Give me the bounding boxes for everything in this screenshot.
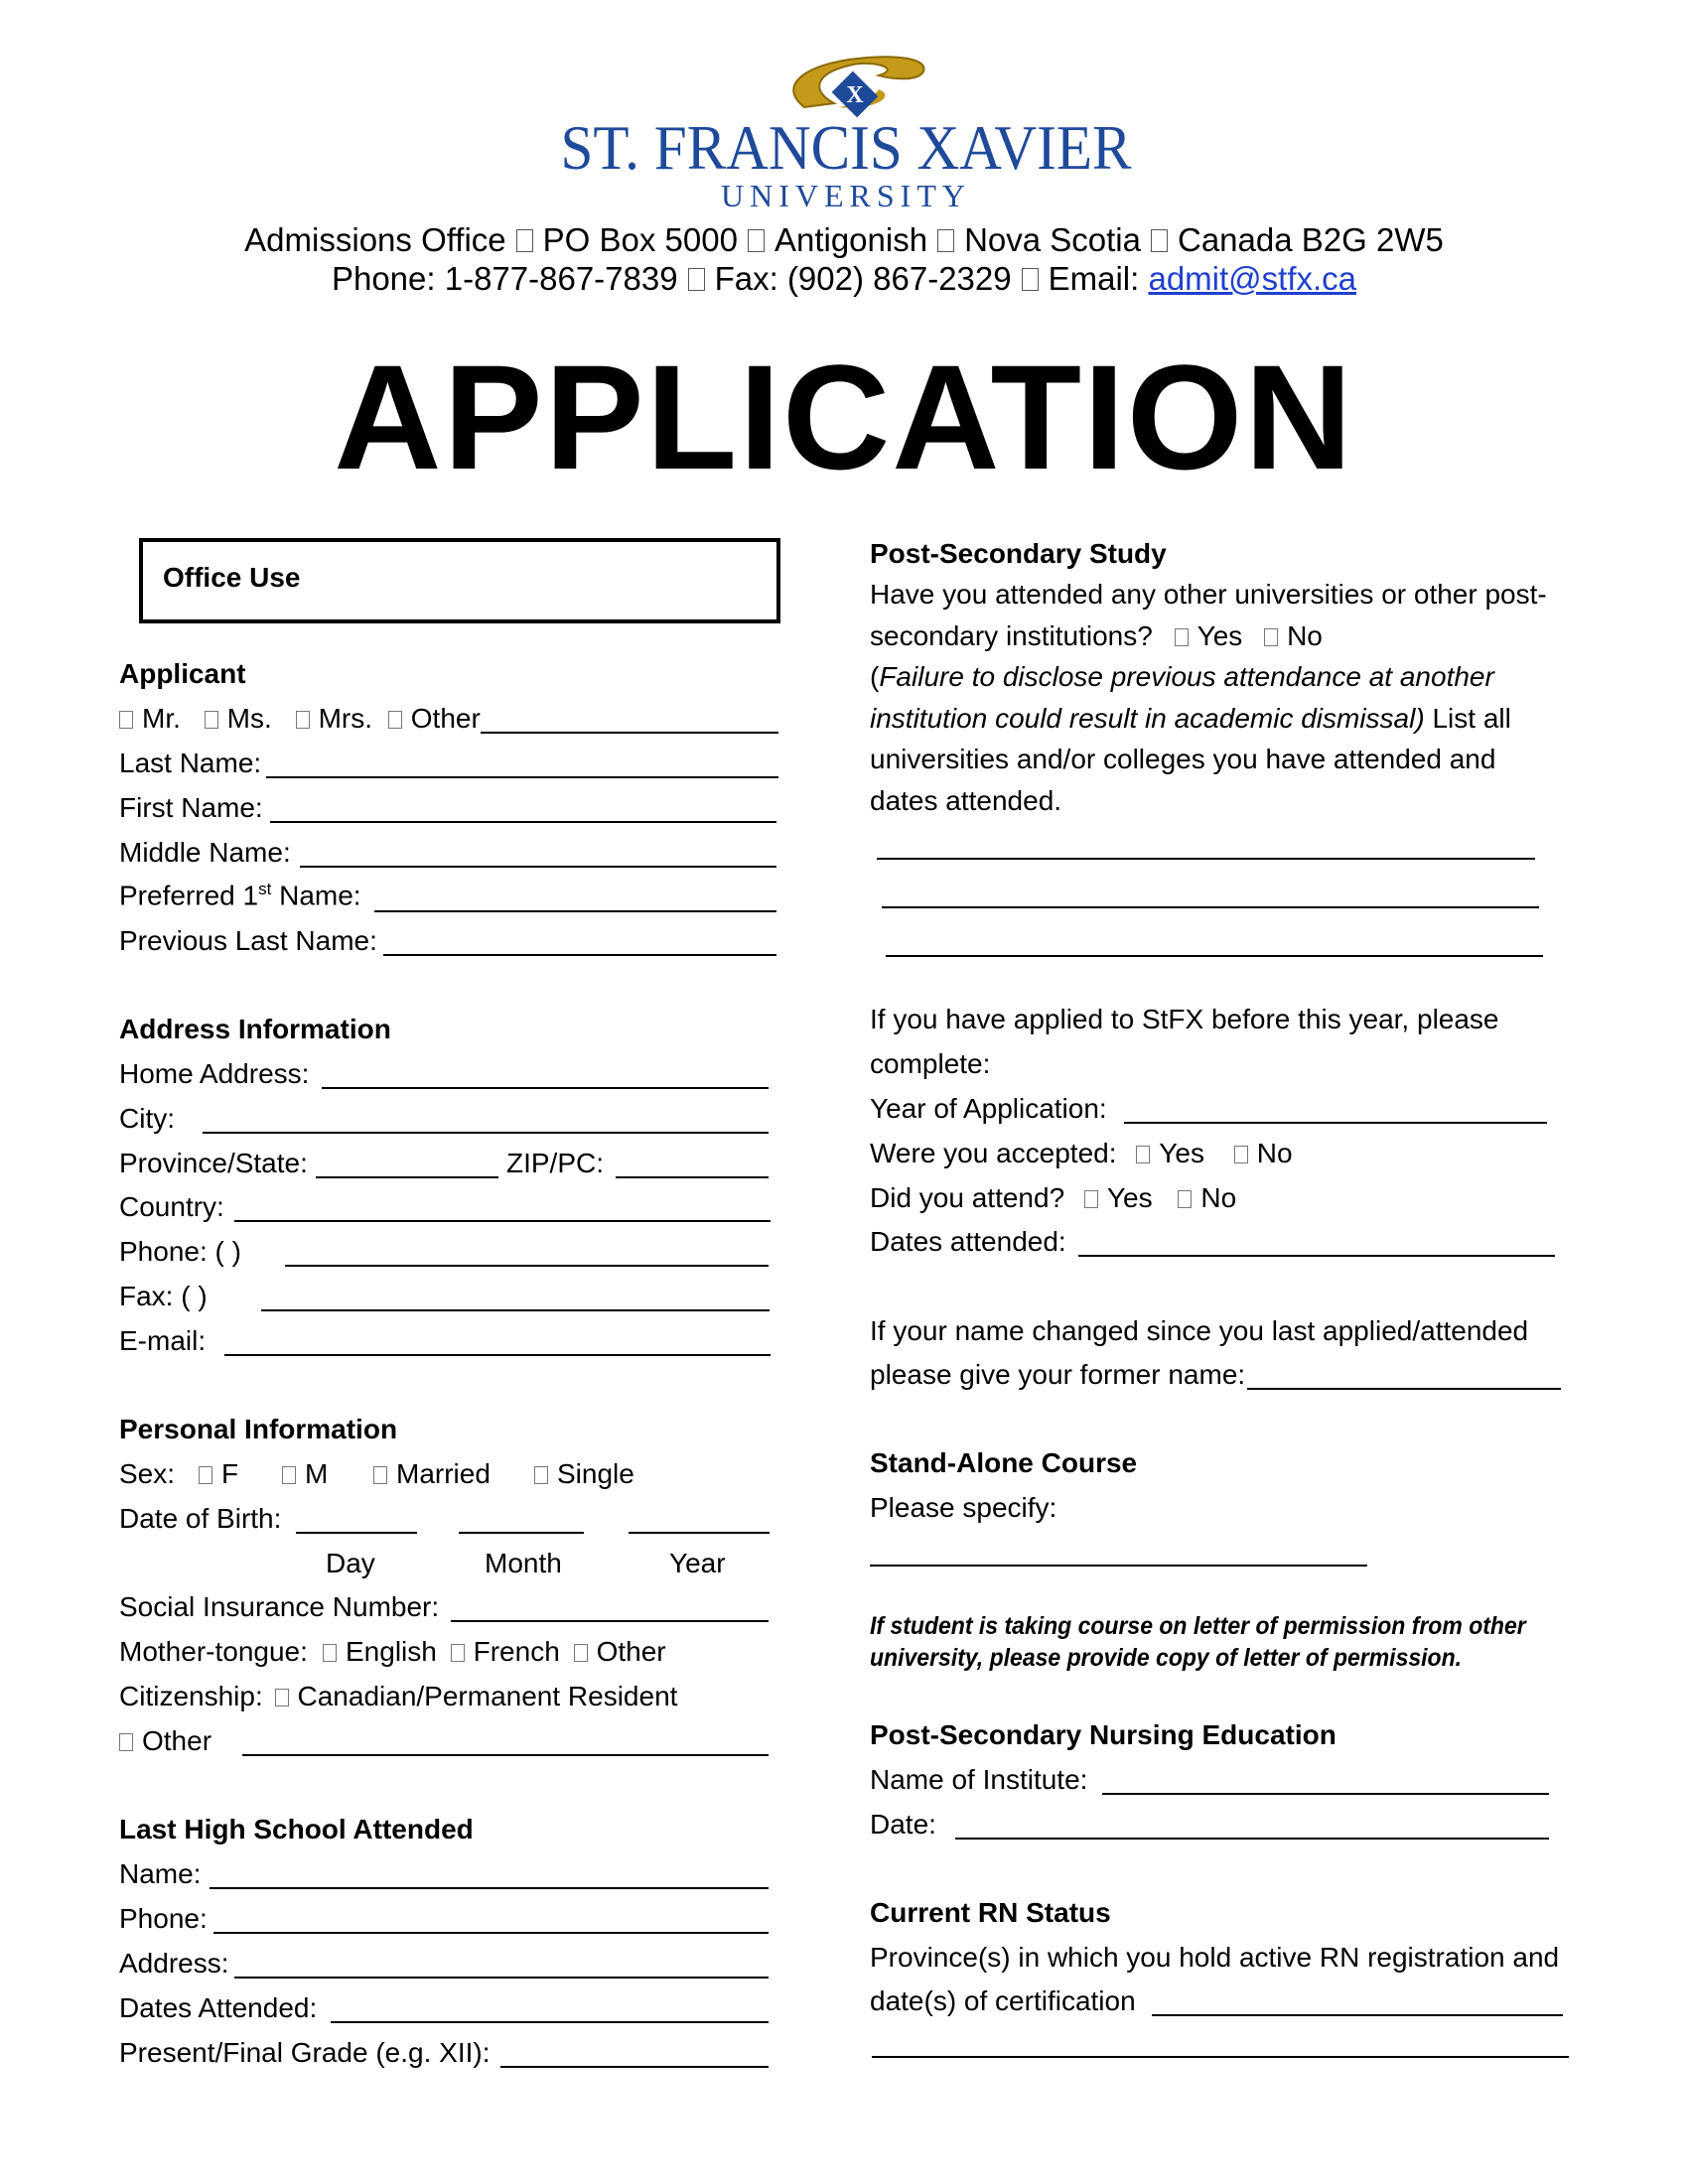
zip-line[interactable] (616, 1176, 769, 1178)
prior-intro-line2: complete: (870, 1048, 991, 1079)
hs-address-line[interactable] (234, 1977, 769, 1979)
last-name-line[interactable] (266, 776, 778, 778)
last-name-label: Last Name: (119, 748, 262, 778)
ps-warning-line1 (870, 661, 1494, 693)
post-secondary-heading: Post-Secondary Study (870, 538, 1167, 569)
hs-address-label: Address: (119, 1948, 229, 1979)
label-accepted-no: No (1256, 1138, 1293, 1168)
ps-question-line2 (870, 620, 1323, 652)
checkbox-other-title[interactable] (388, 711, 402, 729)
sin-label: Social Insurance Number: (119, 1591, 440, 1622)
attend-row (870, 1182, 1236, 1214)
contact-phone-line (0, 259, 1688, 299)
hs-phone-label: Phone: (119, 1903, 208, 1934)
dob-month-caption: Month (485, 1548, 562, 1578)
dob-year-caption: Year (669, 1548, 726, 1578)
contact-phone: Phone: 1-877-867-7839 (331, 260, 678, 297)
home-phone-label: Phone: ( ) (119, 1236, 241, 1267)
label-ms: Ms. (226, 703, 272, 734)
checkbox-mrs[interactable] (296, 711, 310, 729)
address-heading: Address Information (119, 1014, 391, 1044)
checkbox-f[interactable] (199, 1466, 212, 1484)
label-mrs: Mrs. (318, 703, 372, 734)
home-phone-line[interactable] (285, 1265, 769, 1267)
checkbox-citizenship-other[interactable] (119, 1733, 133, 1751)
attend-label: Did you attend? (870, 1182, 1065, 1213)
please-specify-label: Please specify: (870, 1492, 1057, 1523)
preferred-name-text: Preferred 1 (119, 880, 259, 911)
ps-list-line2: universities and/or colleges you have attended and (870, 744, 1496, 774)
label-canadian: Canadian/Permanent Resident (297, 1681, 678, 1711)
ps-question-text: secondary institutions? (870, 620, 1153, 651)
former-name-line[interactable] (1247, 1388, 1561, 1390)
label-citizenship-other: Other (142, 1725, 212, 1756)
separator-icon (688, 268, 705, 291)
checkbox-ms[interactable] (205, 711, 218, 729)
preferred-name-suffix: st (258, 880, 272, 898)
label-other-title: Other (410, 703, 481, 734)
office-use-box (139, 538, 780, 623)
email-line[interactable] (224, 1354, 771, 1356)
sex-f-option (199, 1458, 238, 1490)
rn-certification-line[interactable] (1152, 2014, 1563, 2016)
single-option (534, 1458, 634, 1490)
hs-dates-line[interactable] (331, 2021, 769, 2023)
checkbox-m[interactable] (282, 1466, 296, 1484)
contact-email-label: Email: (1048, 260, 1149, 297)
label-other-tongue: Other (596, 1636, 666, 1667)
checkbox-accepted-yes[interactable] (1136, 1146, 1150, 1163)
contact-fax: Fax: (902) 867-2329 (714, 260, 1012, 297)
hs-phone-line[interactable] (213, 1932, 769, 1934)
checkbox-ps-yes[interactable] (1175, 628, 1189, 646)
permission-note-line1: If student is taking course on letter of permission from other (870, 1612, 1526, 1640)
checkbox-english[interactable] (323, 1644, 337, 1662)
separator-icon (748, 229, 765, 252)
institute-label: Name of Institute: (870, 1764, 1088, 1795)
hs-dates-label: Dates Attended: (119, 1992, 318, 2023)
home-fax-line[interactable] (261, 1309, 770, 1311)
label-married: Married (396, 1458, 491, 1489)
ps-list-line3: dates attended. (870, 785, 1062, 816)
tongue-options (323, 1636, 666, 1668)
preferred-name-label (119, 880, 361, 911)
province-label: Province/State: (119, 1148, 308, 1178)
ps-question-line1: Have you attended any other universities or other post- (870, 579, 1547, 610)
email-label: E-mail: (119, 1325, 207, 1356)
city-label: City: (119, 1103, 175, 1134)
standalone-heading: Stand-Alone Course (870, 1447, 1138, 1478)
label-accepted-yes: Yes (1159, 1138, 1204, 1168)
hs-grade-label: Present/Final Grade (e.g. XII): (119, 2037, 491, 2068)
label-m: M (305, 1458, 329, 1489)
dob-month-line[interactable] (459, 1532, 584, 1534)
accepted-label: Were you accepted: (870, 1138, 1117, 1168)
rn-heading: Current RN Status (870, 1897, 1111, 1928)
separator-icon (516, 229, 533, 252)
year-application-line[interactable] (1124, 1122, 1547, 1124)
ps-warning-text1: Failure to disclose previous attendance at another (879, 661, 1494, 692)
checkbox-ps-no[interactable] (1264, 628, 1278, 646)
middle-name-label: Middle Name: (119, 837, 291, 868)
checkbox-attend-no[interactable] (1178, 1190, 1192, 1208)
separator-icon (1022, 268, 1039, 291)
married-option (373, 1458, 491, 1490)
label-mr: Mr. (142, 703, 181, 734)
applicant-heading: Applicant (119, 658, 246, 689)
label-french: French (473, 1636, 560, 1667)
name-change-line2: please give your former name: (870, 1359, 1246, 1390)
logo-university-name: ST. FRANCIS XAVIER (560, 112, 1132, 183)
citizenship-label: Citizenship: (119, 1681, 263, 1711)
rn-line1: Province(s) in which you hold active RN registration and (870, 1942, 1560, 1973)
personal-heading: Personal Information (119, 1414, 398, 1444)
previous-last-name-line[interactable] (383, 954, 776, 956)
address-office: Admissions Office (244, 221, 506, 258)
checkbox-canadian[interactable] (275, 1689, 289, 1706)
hs-name-line[interactable] (210, 1887, 769, 1889)
nursing-date-line[interactable] (955, 1838, 1549, 1840)
label-single: Single (557, 1458, 634, 1489)
previous-last-name-label: Previous Last Name: (119, 925, 377, 956)
checkbox-single[interactable] (534, 1466, 548, 1484)
rn-extra-line[interactable] (872, 2056, 1569, 2058)
contact-email-link[interactable]: admit@stfx.ca (1148, 260, 1357, 297)
citizenship-other-line[interactable] (242, 1754, 769, 1756)
label-f: F (221, 1458, 239, 1489)
checkbox-married[interactable] (373, 1466, 387, 1484)
institute-line[interactable] (1102, 1793, 1549, 1795)
ps-warning-line2 (870, 703, 1511, 735)
home-address-line[interactable] (322, 1087, 769, 1089)
label-english: English (346, 1636, 437, 1667)
ps-attended-line-1[interactable] (877, 858, 1535, 860)
province-line[interactable] (316, 1176, 498, 1178)
checkbox-mr[interactable] (119, 711, 133, 729)
address-province: Nova Scotia (964, 221, 1141, 258)
contact-address-line (0, 220, 1688, 260)
sex-m-option (282, 1458, 328, 1490)
home-address-label: Home Address: (119, 1058, 310, 1089)
dob-day-caption: Day (326, 1548, 375, 1578)
dob-year-line[interactable] (629, 1532, 770, 1534)
country-label: Country: (119, 1191, 224, 1222)
middle-name-line[interactable] (300, 866, 776, 868)
separator-icon (937, 229, 954, 252)
university-logo (551, 50, 1142, 213)
checkbox-attend-yes[interactable] (1084, 1190, 1098, 1208)
ps-paren: ( (870, 661, 880, 692)
label-ps-yes: Yes (1196, 620, 1243, 651)
permission-note-line2: university, please provide copy of letter of permission. (870, 1644, 1463, 1672)
dob-label: Date of Birth: (119, 1503, 282, 1534)
high-school-heading: Last High School Attended (119, 1814, 474, 1844)
ps-attended-line-2[interactable] (882, 906, 1539, 908)
hs-name-label: Name: (119, 1858, 202, 1889)
title-options (119, 703, 481, 735)
svg-text:X: X (846, 82, 864, 108)
ps-warning-text2: institution could result in academic dismissal) (870, 703, 1425, 734)
preferred-name-line[interactable] (374, 910, 776, 912)
zip-label: ZIP/PC: (506, 1148, 605, 1178)
checkbox-other-tongue[interactable] (574, 1644, 588, 1662)
checkbox-accepted-no[interactable] (1234, 1146, 1248, 1163)
citizenship-other-option (119, 1725, 211, 1757)
ps-list-text1: List all (1424, 703, 1511, 734)
address-country-postal: Canada B2G 2W5 (1178, 221, 1444, 258)
rn-line2: date(s) of certification (870, 1985, 1136, 2016)
page-title: APPLICATION (334, 334, 1354, 500)
label-attend-no: No (1200, 1182, 1237, 1213)
dob-day-line[interactable] (296, 1532, 417, 1534)
dates-attended-label: Dates attended: (870, 1226, 1066, 1257)
home-fax-label: Fax: ( ) (119, 1281, 208, 1311)
preferred-name-text-2: Name: (279, 880, 361, 911)
city-line[interactable] (203, 1132, 769, 1134)
nursing-heading: Post-Secondary Nursing Education (870, 1719, 1336, 1750)
checkbox-french[interactable] (451, 1644, 465, 1662)
name-change-line1: If your name changed since you last applied/attended (870, 1315, 1529, 1346)
address-po-box: PO Box 5000 (542, 221, 738, 258)
first-name-line[interactable] (270, 821, 776, 823)
country-line[interactable] (234, 1220, 771, 1222)
nursing-date-label: Date: (870, 1809, 936, 1840)
accepted-row (870, 1138, 1293, 1169)
logo-emblem (793, 57, 923, 117)
dates-attended-line[interactable] (1078, 1255, 1555, 1257)
mother-tongue-label: Mother-tongue: (119, 1636, 308, 1667)
office-use-label: Office Use (163, 562, 301, 593)
logo-university-sub: UNIVERSITY (721, 178, 971, 213)
ps-attended-line-3[interactable] (886, 955, 1543, 957)
first-name-label: First Name: (119, 792, 263, 823)
sex-label: Sex: (119, 1458, 176, 1489)
other-title-line[interactable] (481, 732, 778, 734)
address-town: Antigonish (774, 221, 928, 258)
standalone-specify-line[interactable] (870, 1565, 1367, 1567)
label-ps-no: No (1287, 620, 1323, 651)
prior-intro-line1: If you have applied to StFX before this year, please (870, 1004, 1499, 1034)
label-attend-yes: Yes (1106, 1182, 1153, 1213)
citizenship-row (119, 1681, 677, 1712)
sin-line[interactable] (451, 1620, 769, 1622)
separator-icon (1151, 229, 1168, 252)
hs-grade-line[interactable] (500, 2066, 769, 2068)
year-application-label: Year of Application: (870, 1093, 1107, 1124)
